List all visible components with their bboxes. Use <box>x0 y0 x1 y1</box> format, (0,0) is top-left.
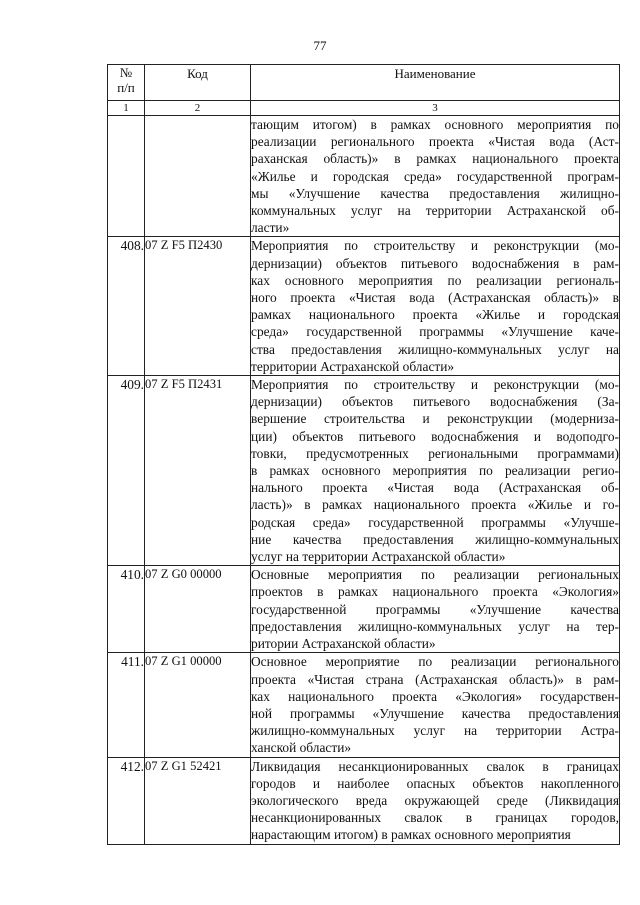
table-row <box>108 376 620 566</box>
row-number <box>108 116 145 237</box>
header-code-text: Код <box>187 66 208 81</box>
table-row <box>108 237 620 376</box>
table-body <box>108 116 620 845</box>
row-name-line: проектов в рамках национального проекта «Экология» <box>251 584 619 600</box>
row-code: 07 Z G1 00000 <box>145 653 251 757</box>
row-name-line: территории Астраханской области» <box>251 358 455 374</box>
table-row <box>108 757 620 844</box>
row-name-line: ние качества предоставления жилищно-коммунальных <box>251 531 619 547</box>
row-name <box>251 237 620 376</box>
row-code: 07 Z G0 00000 <box>145 566 251 653</box>
row-name-line: ласть)» в рамках национального проекта «Жилье и го- <box>251 497 619 513</box>
row-name-line: городов и наиболее опасных объектов накопленного <box>251 775 619 791</box>
table-row <box>108 566 620 653</box>
row-name <box>251 566 620 653</box>
row-name-line: родская среда» государственной программы «Улучше- <box>251 514 619 530</box>
row-name-line: среда» государственной программы «Улучшение каче- <box>251 324 619 340</box>
row-number: 408. <box>108 237 145 376</box>
row-name-line: Мероприятия по строительству и реконструкции (мо- <box>251 377 619 393</box>
row-name-line: ции) объектов питьевого водоснабжения и водоподго- <box>251 428 619 444</box>
row-name-line: Мероприятия по строительству и реконструкции (мо- <box>251 238 619 254</box>
column-index-1: 1 <box>108 101 145 116</box>
row-name-line: рамках национального проекта «Жилье и городская <box>251 307 619 323</box>
row-name-line: в рамках основного мероприятия по реализации регио- <box>251 463 619 479</box>
table-row <box>108 116 620 237</box>
row-code <box>145 116 251 237</box>
row-name-line: тающим итогом) в рамках основного мероприятия по <box>251 117 619 132</box>
row-name-line: ласти» <box>251 220 290 236</box>
row-code: 07 Z F5 П2430 <box>145 237 251 376</box>
budget-classification-table <box>107 64 620 845</box>
row-name-line: ках национального проекта «Экология» государствен- <box>251 688 619 704</box>
row-name-line: вершение строительства и реконструкции (модерниза- <box>251 411 619 427</box>
column-index-3: 3 <box>251 101 620 116</box>
page-number: 77 <box>313 38 327 53</box>
header-code <box>145 65 251 101</box>
row-name-line: коммунальных услуг на территории Астраханской об- <box>251 203 619 219</box>
row-name <box>251 376 620 566</box>
row-name-line: ной программы «Улучшение качества предоставления <box>251 705 619 721</box>
row-name-line: «Жилье и городская среда» государственной програм- <box>251 168 619 184</box>
row-name-line: несанкционированных свалок в границах городов, <box>251 810 619 826</box>
row-name-line: реализации регионального проекта «Чистая вода (Аст- <box>251 134 619 150</box>
header-row <box>108 65 620 101</box>
row-name-line: Основное мероприятие по реализации регионального <box>251 654 619 670</box>
row-code: 07 Z F5 П2431 <box>145 376 251 566</box>
column-index-row <box>108 101 620 116</box>
row-name-line: ного проекта «Чистая вода (Астраханская область)» в <box>251 290 619 306</box>
row-name-line: государственной программы «Улучшение качества <box>251 601 619 617</box>
header-number <box>108 65 145 101</box>
row-name-line: услуг на территории Астраханской области» <box>251 549 506 565</box>
row-name-line: проекта «Чистая страна (Астраханская область)» в рам- <box>251 671 619 687</box>
column-index-2: 2 <box>145 101 251 116</box>
row-name-line: раханская область)» в рамках национального проекта <box>251 151 619 167</box>
row-code: 07 Z G1 52421 <box>145 757 251 844</box>
row-name-line: мы «Улучшение качества предоставления жилищно- <box>251 185 619 201</box>
row-name-line: ритории Астраханской области» <box>251 636 436 652</box>
row-name-line: экологического вреда окружающей среде (Ликвидация <box>251 792 619 808</box>
row-name-line: Основные мероприятия по реализации региональных <box>251 567 619 583</box>
header-number-text: № п/п <box>117 65 135 95</box>
row-name-line: предоставления жилищно-коммунальных услуг на тер- <box>251 618 619 634</box>
row-number: 411. <box>108 653 145 757</box>
row-name-line: товки, предусмотренных региональными программами) <box>251 445 619 461</box>
row-name <box>251 653 620 757</box>
header-name <box>251 65 620 101</box>
row-name <box>251 757 620 844</box>
row-number: 412. <box>108 757 145 844</box>
row-name <box>251 116 620 237</box>
row-name-line: нарастающим итогом) в рамках основного мероприятия <box>251 827 571 843</box>
row-name-line: Ликвидация несанкционированных свалок в границах <box>251 758 619 774</box>
row-number: 409. <box>108 376 145 566</box>
row-name-line: дернизации) объектов питьевого водоснабжения в рам- <box>251 255 619 271</box>
row-name-line: ства предоставления жилищно-коммунальных услуг на <box>251 341 619 357</box>
row-name-line: дернизации) объектов питьевого водоснабжения (За- <box>251 394 619 410</box>
row-number: 410. <box>108 566 145 653</box>
row-name-line: нального проекта «Чистая вода (Астраханская об- <box>251 480 619 496</box>
row-name-line: жилищно-коммунальных услуг на территории Астра- <box>251 723 619 739</box>
header-name-text: Наименование <box>394 66 476 81</box>
row-name-line: ханской области» <box>251 740 352 756</box>
table-row <box>108 653 620 757</box>
row-name-line: ках основного мероприятия по реализации региональ- <box>251 272 619 288</box>
